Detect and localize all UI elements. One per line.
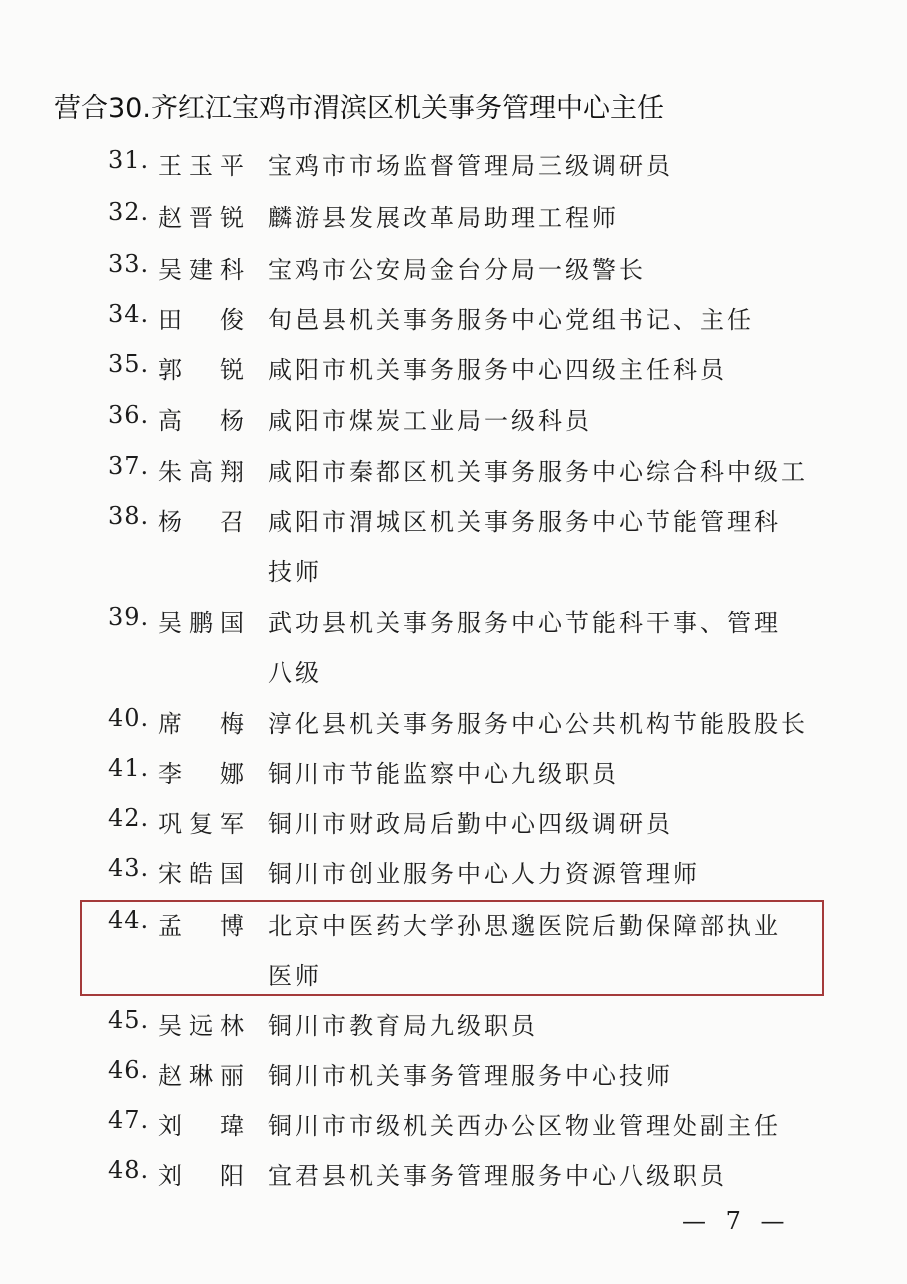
entry-number: 39. xyxy=(108,603,150,631)
entry-title: 宝鸡市市场监督管理局三级调研员 xyxy=(268,152,673,180)
entry-number: 34. xyxy=(108,300,150,328)
entry-title: 铜川市教育局九级职员 xyxy=(268,1012,538,1040)
entry-title-continued: 技师 xyxy=(268,558,322,586)
entry-title-continued: 医师 xyxy=(268,962,322,990)
entry-number: 48. xyxy=(108,1156,150,1184)
entry-number: 46. xyxy=(108,1056,150,1084)
entry-name: 赵晋锐 xyxy=(158,204,244,232)
entry-name: 田 俊 xyxy=(158,306,244,334)
header-line: 营合30.齐红江宝鸡市渭滨区机关事务管理中心主任 xyxy=(54,93,664,124)
entry-title: 武功县机关事务服务中心节能科干事、管理 xyxy=(268,609,781,637)
entry-number: 37. xyxy=(108,452,150,480)
entry-title: 北京中医药大学孙思邈医院后勤保障部执业 xyxy=(268,912,781,940)
entry-number: 45. xyxy=(108,1006,150,1034)
entry-number: 35. xyxy=(108,350,150,378)
entry-name: 吴建科 xyxy=(158,256,244,284)
entry-name: 吴鹏国 xyxy=(158,609,244,637)
page-number: — 7 — xyxy=(682,1207,791,1235)
entry-name: 席 梅 xyxy=(158,710,244,738)
entry-title: 铜川市节能监察中心九级职员 xyxy=(268,760,619,788)
entry-title: 咸阳市机关事务服务中心四级主任科员 xyxy=(268,356,727,384)
entry-number: 41. xyxy=(108,754,150,782)
entry-number: 40. xyxy=(108,704,150,732)
entry-name: 刘 阳 xyxy=(158,1162,244,1190)
entry-number: 36. xyxy=(108,401,150,429)
entry-title: 咸阳市秦都区机关事务服务中心综合科中级工 xyxy=(268,458,808,486)
entry-name: 宋皓国 xyxy=(158,860,244,888)
entry-title: 旬邑县机关事务服务中心党组书记、主任 xyxy=(268,306,754,334)
entry-name: 李 娜 xyxy=(158,760,244,788)
entry-name: 郭 锐 xyxy=(158,356,244,384)
entry-name: 吴远林 xyxy=(158,1012,244,1040)
entry-name: 巩复军 xyxy=(158,810,244,838)
entry-title: 淳化县机关事务服务中心公共机构节能股股长 xyxy=(268,710,808,738)
entry-name: 刘 瑋 xyxy=(158,1112,244,1140)
entry-name: 孟 博 xyxy=(158,912,244,940)
entry-number: 33. xyxy=(108,250,150,278)
entry-number: 43. xyxy=(108,854,150,882)
entry-title: 麟游县发展改革局助理工程师 xyxy=(268,204,619,232)
entry-name: 王玉平 xyxy=(158,152,244,180)
entry-title: 铜川市财政局后勤中心四级调研员 xyxy=(268,810,673,838)
entry-number: 31. xyxy=(108,146,150,174)
entry-title: 咸阳市渭城区机关事务服务中心节能管理科 xyxy=(268,508,781,536)
entry-number: 47. xyxy=(108,1106,150,1134)
entry-title: 铜川市市级机关西办公区物业管理处副主任 xyxy=(268,1112,781,1140)
entry-name: 杨 召 xyxy=(158,508,244,536)
entry-number: 42. xyxy=(108,804,150,832)
entry-title-continued: 八级 xyxy=(268,659,322,687)
entry-name: 朱高翔 xyxy=(158,458,244,486)
entry-title: 宝鸡市公安局金台分局一级警长 xyxy=(268,256,646,284)
entry-title: 咸阳市煤炭工业局一级科员 xyxy=(268,407,592,435)
entry-number: 32. xyxy=(108,198,150,226)
entry-title: 铜川市机关事务管理服务中心技师 xyxy=(268,1062,673,1090)
entry-title: 铜川市创业服务中心人力资源管理师 xyxy=(268,860,700,888)
entry-number: 44. xyxy=(108,906,150,934)
entry-title: 宜君县机关事务管理服务中心八级职员 xyxy=(268,1162,727,1190)
entry-name: 赵琳丽 xyxy=(158,1062,244,1090)
entry-name: 高 杨 xyxy=(158,407,244,435)
entry-number: 38. xyxy=(108,502,150,530)
